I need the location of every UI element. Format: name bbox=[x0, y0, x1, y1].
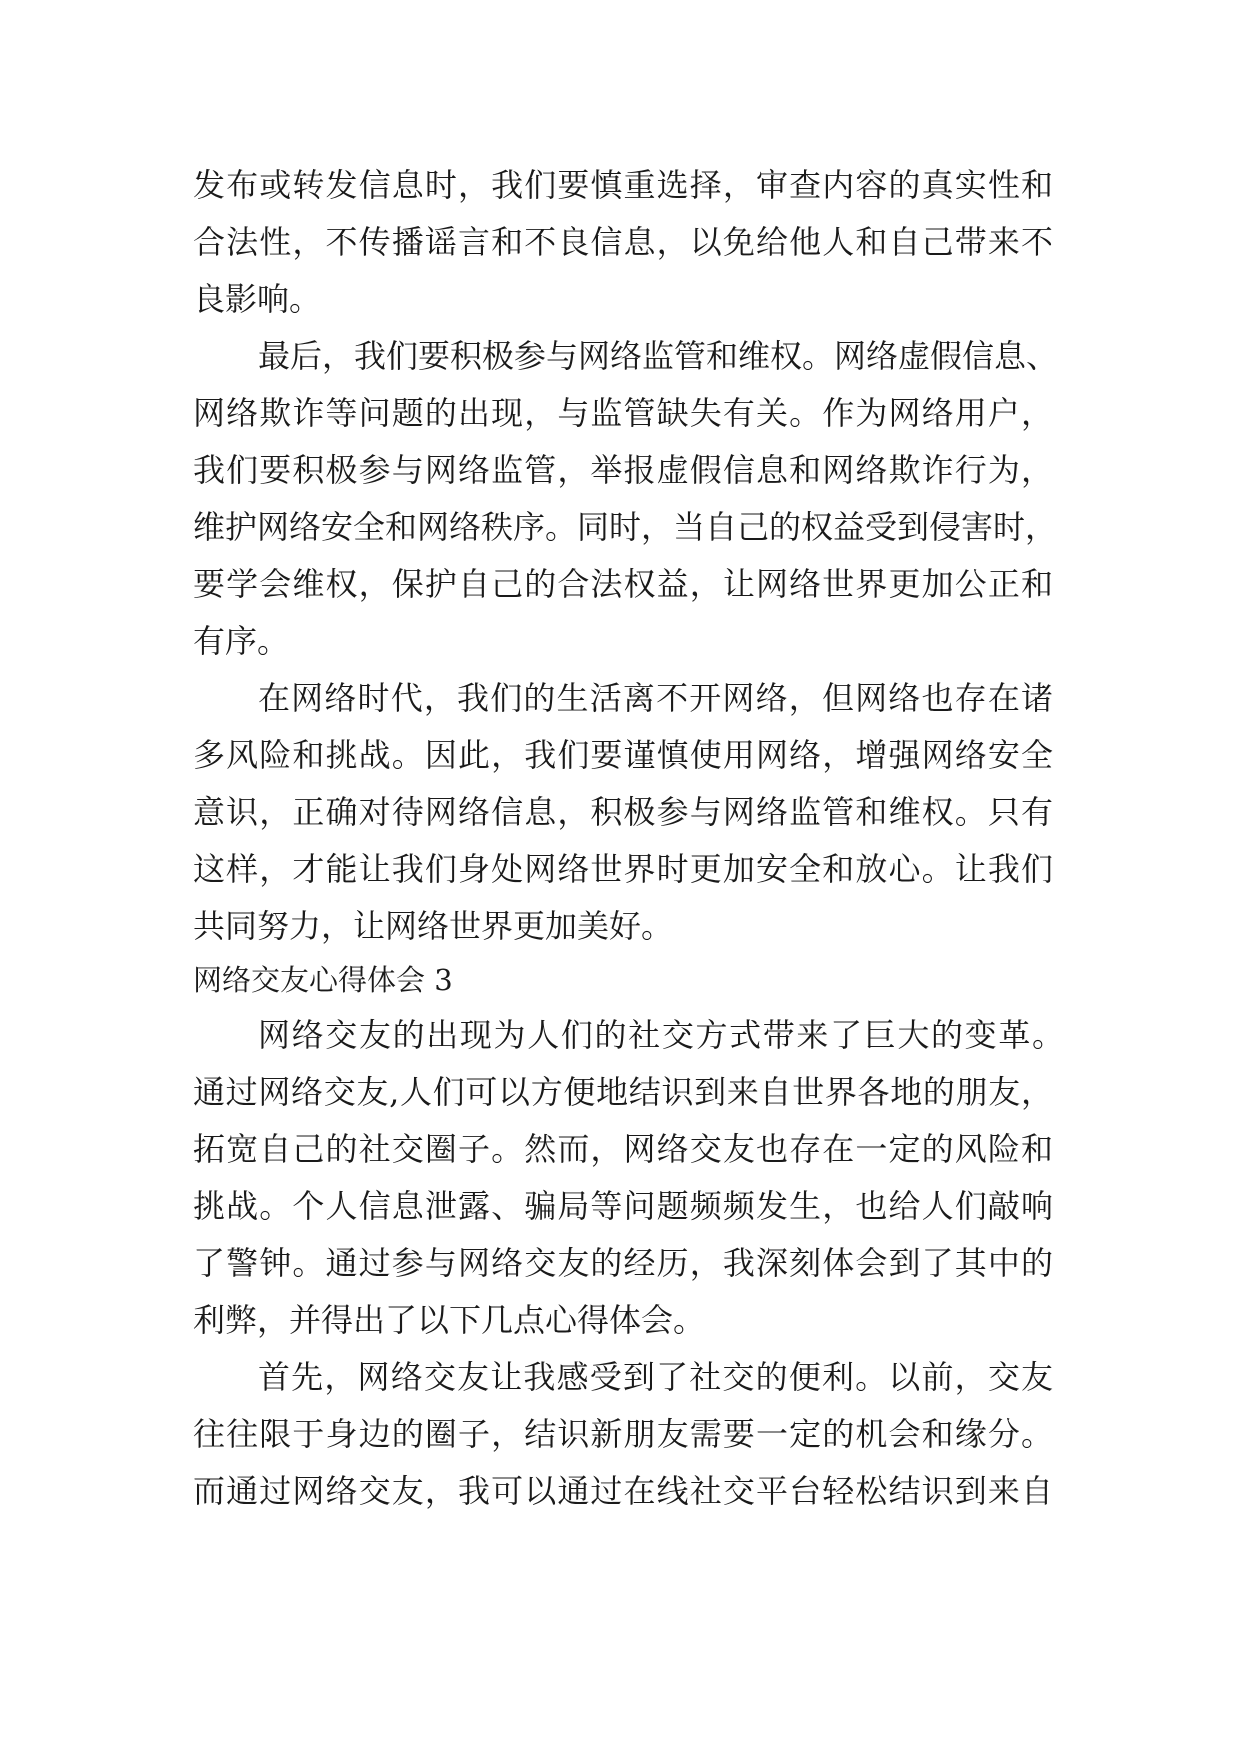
text-line: 发布或转发信息时，我们要慎重选择，审查内容的真实性和 bbox=[193, 166, 1053, 204]
paragraph-first-line: 首先，网络交友让我感受到了社交的便利。以前，交友 bbox=[258, 1358, 1053, 1396]
paragraph-first-line: 网络交友的出现为人们的社交方式带来了巨大的变革。 bbox=[258, 1016, 1064, 1054]
paragraph-first-line: 最后，我们要积极参与网络监管和维权。网络虚假信息、 bbox=[258, 337, 1059, 375]
text-line: 合法性，不传播谣言和不良信息，以免给他人和自己带来不 bbox=[193, 223, 1053, 261]
text-line: 通过网络交友,人们可以方便地结识到来自世界各地的朋友， bbox=[193, 1073, 1053, 1111]
text-line: 利弊，并得出了以下几点心得体会。 bbox=[193, 1301, 706, 1339]
text-line: 意识，正确对待网络信息，积极参与网络监管和维权。只有 bbox=[193, 793, 1053, 831]
text-line: 维护网络安全和网络秩序。同时，当自己的权益受到侵害时， bbox=[193, 508, 1058, 546]
paragraph-first-line: 在网络时代，我们的生活离不开网络，但网络也存在诸 bbox=[258, 679, 1053, 717]
text-line: 这样，才能让我们身处网络世界时更加安全和放心。让我们 bbox=[193, 850, 1053, 888]
text-line: 而通过网络交友，我可以通过在线社交平台轻松结识到来自 bbox=[193, 1472, 1053, 1510]
text-line: 了警钟。通过参与网络交友的经历，我深刻体会到了其中的 bbox=[193, 1244, 1053, 1282]
text-line: 多风险和挑战。因此，我们要谨慎使用网络，增强网络安全 bbox=[193, 736, 1053, 774]
text-line: 有序。 bbox=[193, 622, 290, 660]
text-line: 网络欺诈等问题的出现，与监管缺失有关。作为网络用户， bbox=[193, 394, 1053, 432]
text-line: 要学会维权，保护自己的合法权益，让网络世界更加公正和 bbox=[193, 565, 1053, 603]
text-line: 我们要积极参与网络监管，举报虚假信息和网络欺诈行为， bbox=[193, 451, 1053, 489]
section-heading: 网络交友心得体会 3 bbox=[193, 963, 453, 997]
text-line: 往往限于身边的圈子，结识新朋友需要一定的机会和缘分。 bbox=[193, 1415, 1053, 1453]
text-line: 拓宽自己的社交圈子。然而，网络交友也存在一定的风险和 bbox=[193, 1130, 1053, 1168]
text-line: 共同努力，让网络世界更加美好。 bbox=[193, 907, 674, 945]
text-line: 挑战。个人信息泄露、骗局等问题频频发生，也给人们敲响 bbox=[193, 1187, 1053, 1225]
text-line: 良影响。 bbox=[193, 280, 322, 318]
